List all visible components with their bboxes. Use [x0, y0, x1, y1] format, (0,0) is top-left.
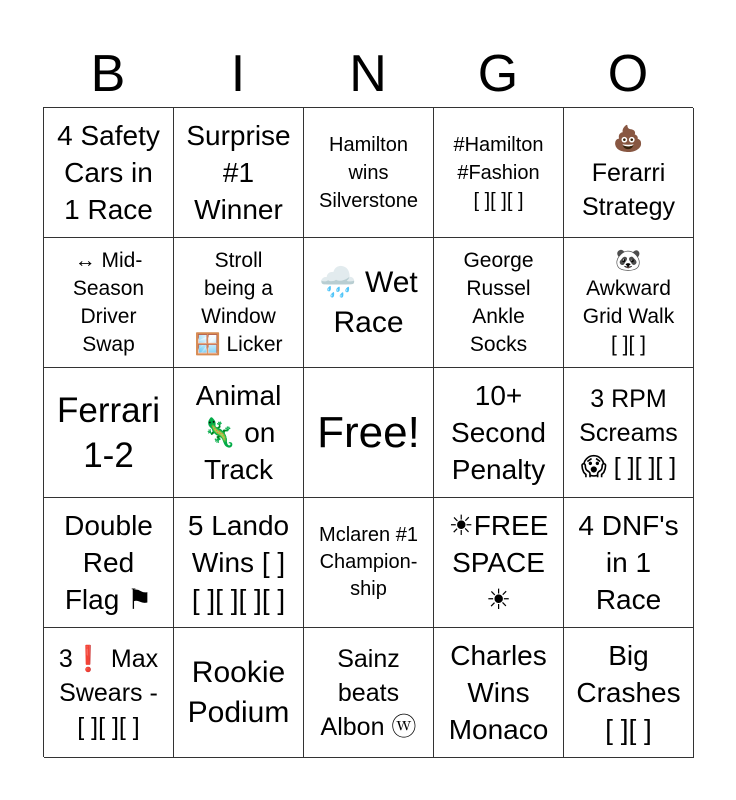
bingo-cell[interactable] — [304, 238, 434, 368]
bingo-cell[interactable] — [44, 108, 174, 238]
bingo-cell[interactable] — [564, 498, 694, 628]
bingo-cell[interactable] — [174, 238, 304, 368]
header-letter-i: I — [230, 45, 246, 103]
cell-text: Double Red Flag ⚑ — [64, 510, 153, 615]
cell-text: ☀FREE SPACE ☀ — [448, 510, 549, 615]
bingo-cell[interactable] — [44, 238, 174, 368]
bingo-cell[interactable] — [174, 368, 304, 498]
bingo-cell[interactable] — [304, 628, 434, 758]
cell-text: 10+ Second Penalty — [451, 380, 546, 485]
bingo-cell[interactable] — [434, 368, 564, 498]
cell-text: Free! — [317, 407, 420, 457]
cell-text: George Russel Ankle Socks — [463, 248, 534, 356]
cell-text: ↔ Mid- Season Driver Swap — [72, 248, 145, 356]
cell-text: 💩 Ferarri Strategy — [581, 124, 676, 221]
header-letter-g: G — [477, 45, 519, 103]
bingo-cell[interactable] — [174, 498, 304, 628]
header-letter-b: B — [90, 45, 126, 103]
bingo-cell[interactable] — [44, 368, 174, 498]
cell-text: Animal 🦎 on Track — [195, 380, 282, 485]
bingo-cell[interactable] — [564, 108, 694, 238]
cell-text: 🌧️ Wet Race — [319, 265, 418, 339]
bingo-cell[interactable] — [564, 368, 694, 498]
bingo-cell[interactable] — [434, 628, 564, 758]
bingo-card — [43, 107, 693, 757]
bingo-cell[interactable] — [564, 238, 694, 368]
cell-text: Rookie Podium — [187, 655, 290, 729]
cell-text: Stroll being a Window 🪟 Licker — [194, 248, 283, 356]
bingo-cell[interactable] — [174, 108, 304, 238]
header-letter-o: O — [607, 45, 649, 103]
bingo-cell[interactable] — [44, 498, 174, 628]
bingo-cell[interactable] — [44, 628, 174, 758]
bingo-cell[interactable] — [434, 238, 564, 368]
cell-text: 4 DNF's in 1 Race — [578, 510, 679, 615]
cell-text: 5 Lando Wins [ ] [ ][ ][ ][ ] — [187, 510, 290, 615]
bingo-cell[interactable] — [564, 628, 694, 758]
cell-text: #Hamilton #Fashion [ ][ ][ ] — [453, 133, 544, 212]
cell-text: Sainz beats Albon ⓦ — [320, 644, 417, 741]
cell-text: Big Crashes [ ][ ] — [576, 640, 681, 745]
cell-text: 4 Safety Cars in 1 Race — [57, 120, 160, 225]
bingo-cell[interactable] — [174, 628, 304, 758]
cell-text: Surprise #1 Winner — [186, 120, 291, 225]
bingo-cell[interactable] — [304, 498, 434, 628]
cell-text: Hamilton wins Silverstone — [319, 133, 418, 212]
bingo-cell[interactable] — [434, 498, 564, 628]
cell-text: 3❗ Max Swears - [ ][ ][ ] — [58, 644, 159, 741]
header-letter-n: N — [349, 45, 387, 103]
cell-text: 🐼 Awkward Grid Walk [ ][ ] — [582, 248, 675, 356]
cell-text: 3 RPM Screams 😱 [ ][ ][ ] — [579, 384, 678, 481]
bingo-cell[interactable] — [434, 108, 564, 238]
cell-text: Ferrari 1-2 — [56, 390, 161, 475]
free-cell[interactable] — [304, 368, 434, 498]
bingo-header — [43, 40, 693, 108]
cell-text: Charles Wins Monaco — [448, 640, 549, 745]
cell-text: Mclaren #1 Champion- ship — [319, 524, 418, 600]
bingo-cell[interactable] — [304, 108, 434, 238]
